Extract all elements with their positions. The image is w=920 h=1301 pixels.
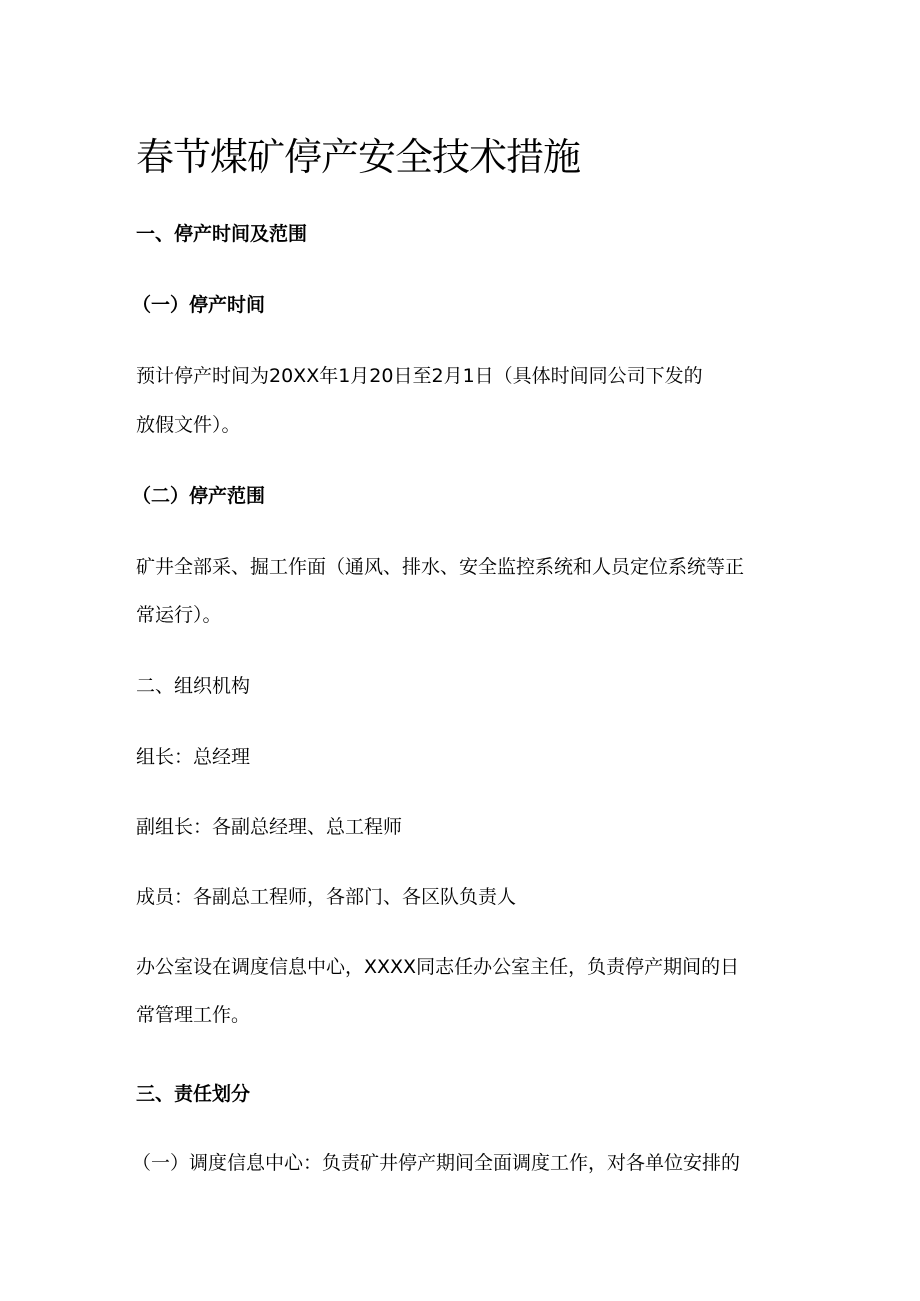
section2-office-line2: 常管理工作。: [136, 1004, 251, 1026]
section2-leader: 组长：总经理: [136, 746, 251, 768]
section2-members: 成员：各副总工程师，各部门、各区队负责人: [136, 886, 517, 908]
section1-sub1-heading: （一）停产时间: [132, 294, 266, 316]
section2-heading: 二、组织机构: [136, 675, 251, 697]
section3-item1-line1: （一）调度信息中心：负责矿井停产期间全面调度工作，对各单位安排的: [132, 1152, 741, 1174]
section2-deputy: 副组长：各副总经理、总工程师: [136, 816, 403, 838]
document-title: 春节煤矿停产安全技术措施: [136, 135, 581, 179]
section2-office-line1: 办公室设在调度信息中心，XXXX同志任办公室主任，负责停产期间的日: [136, 956, 740, 978]
section1-sub2-paragraph-line1: 矿井全部采、掘工作面（通风、排水、安全监控系统和人员定位系统等正: [136, 556, 745, 578]
section3-heading: 三、责任划分: [136, 1083, 251, 1105]
section1-sub2-paragraph-line2: 常运行）。: [136, 604, 222, 626]
section1-sub2-heading: （二）停产范围: [132, 485, 266, 507]
section1-sub1-paragraph-line1: 预计停产时间为20XX年1月20日至2月1日（具体时间同公司下发的: [136, 365, 703, 387]
section1-sub1-paragraph-line2: 放假文件）。: [136, 414, 241, 436]
section1-heading: 一、停产时间及范围: [136, 223, 308, 245]
